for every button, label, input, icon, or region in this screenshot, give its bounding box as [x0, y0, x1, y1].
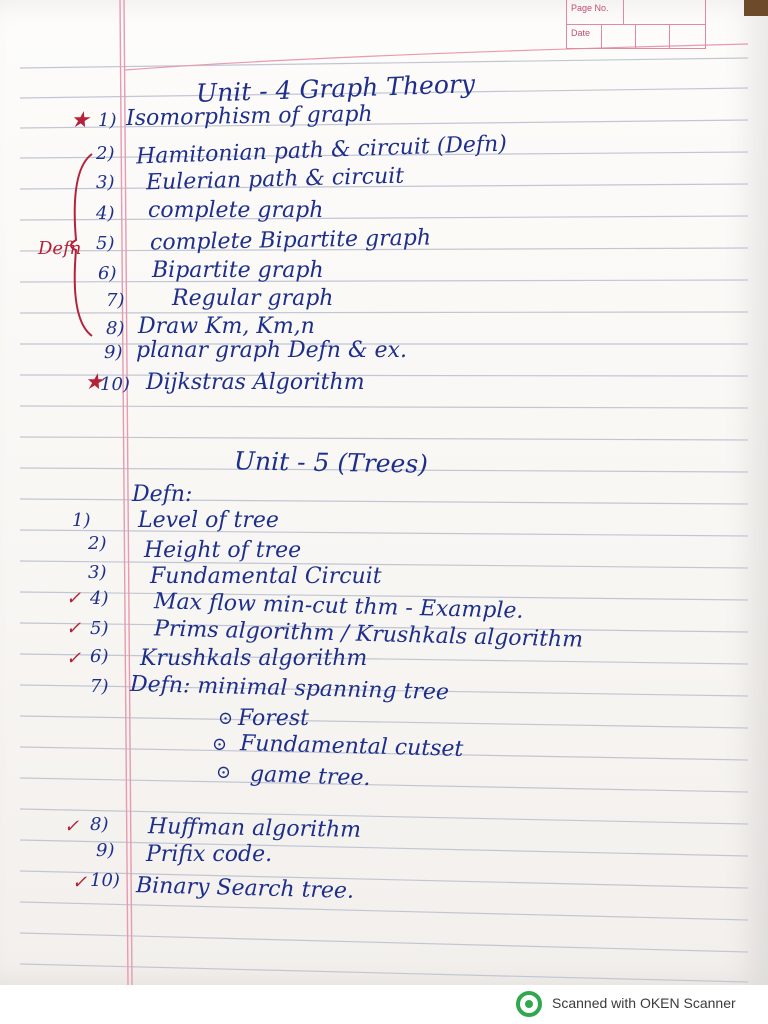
- scanner-logo-icon: [516, 991, 542, 1017]
- item-number: 9): [96, 840, 115, 861]
- item-number: 4): [96, 203, 115, 224]
- check-mark: ✓: [66, 588, 82, 609]
- item-number: 7): [106, 290, 125, 311]
- unit4-title: Unit - 4 Graph Theory: [195, 69, 476, 108]
- page-no-cell: [623, 0, 624, 24]
- check-mark: ✓: [66, 648, 82, 669]
- list-item: Prims algorithm / Krushkals algorithm: [153, 616, 584, 653]
- bullet-icon: ⊙: [218, 708, 234, 729]
- list-item: Binary Search tree.: [135, 873, 355, 904]
- list-item: Prifix code.: [146, 842, 273, 867]
- list-item: Level of tree: [138, 508, 279, 533]
- date-label: Date: [571, 28, 591, 38]
- list-item: Height of tree: [144, 538, 302, 563]
- item-number: 3): [88, 562, 107, 583]
- list-item: Regular graph: [172, 286, 334, 311]
- date-cell: [601, 25, 602, 49]
- list-item: Bipartite graph: [152, 258, 324, 283]
- page-no-row: [567, 0, 705, 25]
- item-number: 2): [88, 533, 107, 554]
- item-number: 10): [100, 374, 130, 395]
- item-number: 1): [98, 110, 117, 131]
- check-mark: ✓: [66, 618, 82, 639]
- margin-note-defn: Defn: [38, 238, 82, 259]
- item-number: 9): [104, 342, 123, 363]
- item-number: 10): [90, 870, 120, 891]
- item-number: 6): [98, 263, 117, 284]
- item-number: 5): [96, 233, 115, 254]
- item-number: 7): [90, 676, 109, 697]
- list-item: complete Bipartite graph: [149, 225, 432, 256]
- date-cell: [635, 25, 636, 49]
- check-mark: ✓: [72, 872, 88, 893]
- scanner-footer: [0, 985, 768, 1024]
- date-row: [567, 25, 705, 49]
- item-number: 5): [90, 618, 109, 639]
- page-no-label: Page No.: [571, 3, 609, 13]
- list-item: Hamitonian path & circuit (Defn): [135, 131, 508, 170]
- item-number: 6): [90, 646, 109, 667]
- item-number: 8): [90, 814, 109, 835]
- scanner-watermark: Scanned with OKEN Scanner: [552, 995, 736, 1011]
- item-number: 4): [90, 588, 109, 609]
- star-mark: ★: [70, 108, 90, 133]
- page-date-box: [566, 0, 706, 49]
- item-number: 3): [96, 172, 115, 193]
- item-number: 8): [106, 318, 125, 339]
- list-item: Eulerian path & circuit: [145, 163, 405, 196]
- list-item: Draw Km, Km,n: [138, 314, 315, 339]
- list-item: Forest: [238, 706, 309, 731]
- list-item: Isomorphism of graph: [125, 101, 373, 132]
- list-item: Max flow min-cut thm - Example.: [153, 589, 524, 624]
- check-mark: ✓: [64, 816, 80, 837]
- list-item: Krushkals algorithm: [140, 646, 368, 671]
- list-item: Huffman algorithm: [147, 814, 362, 843]
- item-number: 1): [72, 510, 91, 531]
- list-item: planar graph Defn & ex.: [136, 338, 407, 363]
- unit5-subheading: Defn:: [132, 482, 193, 507]
- bullet-icon: ⊙: [216, 762, 232, 783]
- item-number: 2): [96, 143, 115, 164]
- star-mark: ★: [84, 370, 104, 395]
- list-item: Fundamental Circuit: [150, 564, 382, 589]
- date-cell: [669, 25, 670, 49]
- list-item: complete graph: [148, 198, 324, 223]
- list-item: game tree.: [249, 761, 371, 792]
- list-item: Dijkstras Algorithm: [146, 370, 365, 395]
- list-item: Fundamental cutset: [239, 731, 464, 762]
- unit5-title: Unit - 5 (Trees): [233, 446, 429, 479]
- bullet-icon: ⊙: [212, 734, 228, 755]
- list-item: Defn: minimal spanning tree: [129, 671, 450, 706]
